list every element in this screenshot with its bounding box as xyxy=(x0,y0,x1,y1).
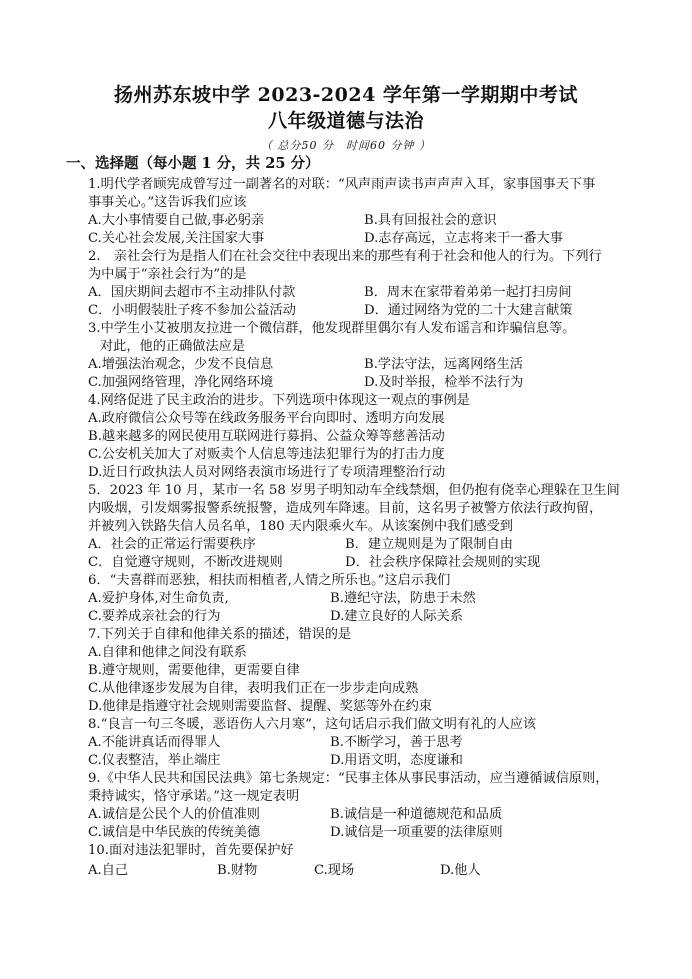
exam-subject: 八年级道德与法治 xyxy=(267,110,424,132)
option-a: A.不能讲真话而得罪人 xyxy=(88,735,221,750)
option-c: C.诚信是中华民族的传统美德 xyxy=(88,825,261,840)
option-b: B.具有回报社会的意识 xyxy=(364,213,497,228)
option-a: A.增强法治观念，少发不良信息 xyxy=(88,357,274,372)
question-stem: 10.面对违法犯罪时，首先要保护好 xyxy=(88,843,294,858)
question-stem: 7.下列关于自律和他律关系的描述，错误的是 xyxy=(88,627,352,642)
option-d: D.诚信是一项重要的法律原则 xyxy=(330,825,503,840)
question-stem: 秉持诚实，恪守承诺。”这一规定表明 xyxy=(88,789,300,804)
question-stem: 9.《中华人民共和国民法典》第七条规定：“民事主体从事民事活动，应当遵循诚信原则， xyxy=(88,771,609,786)
option-d: D.他律是指遵守社会规则需要监督、提醒、奖惩等外在约束 xyxy=(88,699,432,714)
question-stem: 并被列入铁路失信人员名单，180 天内限乘火车。从该案例中我们感受到 xyxy=(88,519,513,534)
option-c: C.从他律逐步发展为自律，表明我们正在一步步走向成熟 xyxy=(88,681,419,696)
option-d: D.近日行政执法人员对网络表演市场进行了专项清理整治行动 xyxy=(88,465,446,480)
option-d: D.志存高远，立志将来干一番大事 xyxy=(364,231,563,246)
option-a: A.自律和他律之间没有联系 xyxy=(88,645,247,660)
option-d: D.他人 xyxy=(440,863,481,878)
option-d: D．社会秩序保障社会规则的实现 xyxy=(345,555,541,570)
option-b: B.遵纪守法，防患于未然 xyxy=(330,591,476,606)
question-stem: 3.中学生小艾被朋友拉进一个微信群，他发现群里偶尔有人发布谣言和诈骗信息等。 xyxy=(88,321,576,336)
option-c: C．小明假装肚子疼不参加公益活动 xyxy=(88,303,296,318)
option-a: A．国庆期间去超市不主动排队付款 xyxy=(88,285,296,300)
question-stem: 2. 亲社会行为是指人们在社会交往中表现出来的那些有利于社会和他人的行为。下列行 xyxy=(88,249,602,264)
question-stem: 内吸烟，引发烟雾报警系统报警，造成列车降速。目前，这名男子被警方依法行政拘留， xyxy=(88,501,603,516)
option-b: B.不断学习，善于思考 xyxy=(330,735,463,750)
option-a: A.政府微信公众号等在线政务服务平台向即时、透明方向发展 xyxy=(88,411,445,426)
question-stem: 对此，他的正确做法应是 xyxy=(100,339,246,354)
question-stem: 5．2023 年 10 月，某市一名 58 岁男子明知动车全线禁烟，但仍抱有侥幸心理躲在卫生间 xyxy=(88,483,620,498)
exam-title: 扬州苏东坡中学 2023-2024 学年第一学期期中考试 xyxy=(114,84,578,106)
option-b: B.遵守规则，需要他律，更需要自律 xyxy=(88,663,300,678)
option-d: D.建立良好的人际关系 xyxy=(330,609,463,624)
option-a: A.大小事情要自己做,事必躬亲 xyxy=(88,213,265,228)
exam-meta: （ 总分50 分 时间60 分钟 ） xyxy=(261,139,431,152)
option-d: D.用语文明，态度谦和 xyxy=(330,753,463,768)
question-stem: 1.明代学者顾宪成曾写过一副著名的对联：“风声雨声读书声声声入耳，家事国事天下事 xyxy=(88,177,596,192)
question-stem: 为中属于“亲社会行为”的是 xyxy=(88,267,247,282)
option-c: C.公安机关加大了对贩卖个人信息等违法犯罪行为的打击力度 xyxy=(88,447,445,462)
option-b: B.学法守法，远离网络生活 xyxy=(364,357,523,372)
option-c: C.要养成亲社会的行为 xyxy=(88,609,221,624)
option-a: A.爱护身体,对生命负责, xyxy=(88,591,229,606)
option-c: C.加强网络管理，净化网络环境 xyxy=(88,375,274,390)
question-stem: 8.“良言一句三冬暖，恶语伤人六月寒”，这句话启示我们做文明有礼的人应该 xyxy=(88,717,537,732)
option-d: D.及时举报，检举不法行为 xyxy=(364,375,524,390)
option-b: B.越来越多的网民使用互联网进行募捐、公益众筹等慈善活动 xyxy=(88,429,445,444)
section-heading: 一、选择题（每小题 1 分，共 25 分） xyxy=(66,155,320,172)
question-stem: 事事关心。”这告诉我们应该 xyxy=(88,195,247,210)
option-c: C.仪表整洁，举止端庄 xyxy=(88,753,221,768)
option-d: D．通过网络为党的二十大建言献策 xyxy=(364,303,573,318)
option-a: A.诚信是公民个人的价值准则 xyxy=(88,807,260,822)
option-a: A.自己 xyxy=(88,863,129,878)
option-c: C．自觉遵守规则，不断改进规则 xyxy=(88,555,283,570)
option-b: B．周末在家带着弟弟一起打扫房间 xyxy=(364,285,572,300)
option-b: B.诚信是一种道德规范和品质 xyxy=(330,807,503,822)
option-c: C.现场 xyxy=(314,863,355,878)
question-stem: 4.网络促进了民主政治的进步。下列选项中体现这一观点的事例是 xyxy=(88,393,470,408)
question-stem: 6．“夫喜群而恶独，相扶而相植者,人情之所乐也。”这启示我们 xyxy=(88,573,451,588)
option-b: B．建立规则是为了限制自由 xyxy=(345,537,513,552)
option-b: B.财物 xyxy=(217,863,258,878)
option-c: C.关心社会发展,关注国家大事 xyxy=(88,231,265,246)
option-a: A．社会的正常运行需要秩序 xyxy=(88,537,256,552)
